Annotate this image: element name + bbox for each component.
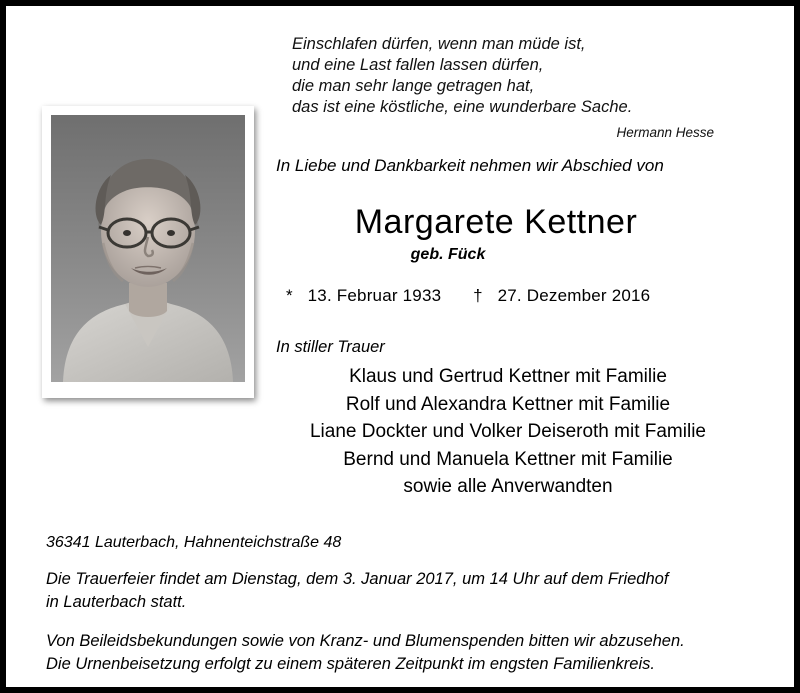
death-symbol: † <box>473 286 483 305</box>
notice-line: Die Urnenbeisetzung erfolgt zu einem späteren Zeitpunkt im engsten Familienkreis. <box>46 655 655 673</box>
birth-date: 13. Februar 1933 <box>307 286 442 305</box>
mourning-label: In stiller Trauer <box>276 338 385 356</box>
list-item: Bernd und Manuela Kettner mit Familie <box>343 448 673 470</box>
list-item: sowie alle Anverwandten <box>403 476 613 497</box>
death-date: 27. Dezember 2016 <box>497 286 651 305</box>
deceased-name: Margarete Kettner <box>354 203 638 241</box>
list-item: Liane Dockter und Volker Deiseroth mit Familie <box>309 421 706 442</box>
poem-line: die man sehr lange getragen hat, <box>292 77 535 95</box>
address-line: 36341 Lauterbach, Hahnenteichstraße 48 <box>46 534 342 551</box>
service-line: Die Trauerfeier findet am Dienstag, dem 3. Januar 2017, um 14 Uhr auf dem Friedhof <box>46 570 669 588</box>
life-dates <box>276 286 776 306</box>
poem-line: das ist eine köstliche, eine wunderbare Sache. <box>292 98 633 116</box>
service-details <box>46 568 772 614</box>
condolence-notice <box>46 630 772 676</box>
birth-symbol: * <box>286 286 293 305</box>
farewell-line: In Liebe und Dankbarkeit nehmen wir Abschied von <box>276 156 664 175</box>
poem-author: Hermann Hesse <box>616 125 714 140</box>
list-item: Rolf und Alexandra Kettner mit Familie <box>345 393 671 415</box>
notice-line: Von Beileidsbekundungen sowie von Kranz- und Blumenspenden bitten wir abzusehen. <box>46 632 685 650</box>
service-line: in Lauterbach statt. <box>46 593 187 611</box>
mourners-list <box>276 363 776 501</box>
poem-line: Einschlafen dürfen, wenn man müde ist, <box>292 35 586 53</box>
portrait-photo <box>51 115 245 382</box>
portrait-frame <box>42 106 254 398</box>
list-item: Klaus und Gertrud Kettner mit Familie <box>349 366 667 387</box>
maiden-name: geb. Fück <box>410 246 486 263</box>
main-text-column <box>276 156 776 501</box>
poem-line: und eine Last fallen lassen dürfen, <box>292 56 544 74</box>
footer-block <box>46 534 772 676</box>
